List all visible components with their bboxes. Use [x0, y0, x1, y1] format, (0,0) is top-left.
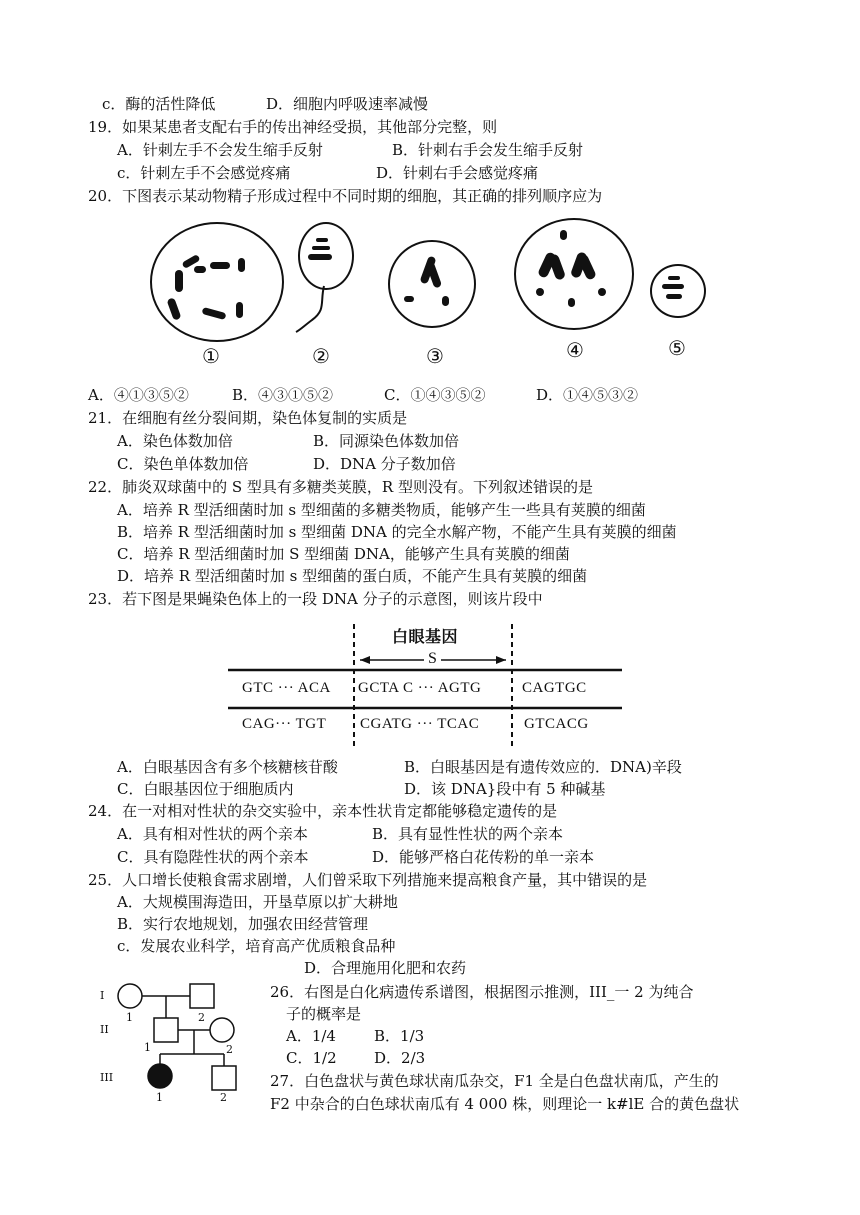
bottom-strand-left: CAG··· TGT	[242, 716, 327, 732]
dna-diagram	[226, 622, 624, 750]
q25-stem: 25．人口增长使粮食需求剧增，人们曾采取下列措施来提高粮食产量，其中错误的是	[88, 871, 648, 889]
ii-2-number: 2	[226, 1043, 233, 1056]
q20-option-d: D．①④⑤③②	[536, 386, 639, 404]
q23-option-c: C．白眼基因位于细胞质内	[117, 780, 294, 798]
q23-option-d: D．该 DNA}段中有 5 种碱基	[404, 780, 606, 798]
bottom-strand-middle: CGATG ··· TCAC	[360, 716, 480, 732]
q19-option-b: B．针刺右手会发生缩手反射	[392, 141, 584, 159]
q21-option-d: D．DNA 分子数加倍	[313, 455, 456, 473]
q20-stem: 20．下图表示某动物精子形成过程中不同时期的细胞，其正确的排列顺序应为	[88, 187, 603, 205]
top-strand-middle: GCTA C ··· AGTG	[358, 680, 482, 696]
cell-2-label: ②	[312, 344, 330, 368]
q21-stem: 21．在细胞有丝分裂间期，染色体复制的实质是	[88, 409, 408, 427]
gen-iii-label: III	[100, 1071, 114, 1084]
q24-option-a: A．具有相对性状的两个亲本	[117, 825, 308, 843]
q21-option-b: B．同源染色体数加倍	[313, 432, 460, 450]
segment-s-label: S	[424, 650, 441, 668]
q22-option-d: D．培养 R 型活细菌时加 s 型细菌的蛋白质，不能产生具有荚膜的细菌	[117, 567, 588, 585]
cell-3-label: ③	[426, 344, 444, 368]
q22-option-a: A．培养 R 型活细菌时加 s 型细菌的多糖类物质，能够产生一些具有荚膜的细菌	[117, 501, 646, 519]
q25-option-d: D．合理施用化肥和农药	[304, 959, 467, 977]
cell-5	[650, 264, 706, 318]
i-2-number: 2	[198, 1011, 205, 1024]
q23-stem: 23．若下图是果蝇染色体上的一段 DNA 分子的示意图，则该片段中	[88, 590, 543, 608]
q18-option-c: c．酶的活性降低	[102, 95, 216, 113]
cell-4-label: ④	[566, 338, 584, 362]
q25-option-c: c．发展农业科学，培育高产优质粮食品种	[117, 937, 396, 955]
q21-option-c: C．染色单体数加倍	[117, 455, 249, 473]
gene-label: 白眼基因	[392, 627, 459, 646]
top-strand-right: CAGTGC	[522, 680, 587, 696]
q26-stem-line2: 子的概率是	[286, 1005, 362, 1023]
q19-option-c: c．针刺左手不会感觉疼痛	[117, 164, 291, 182]
q26-option-d: D．2/3	[374, 1049, 426, 1067]
iii-1-number: 1	[156, 1091, 163, 1104]
bottom-strand-right: GTCACG	[524, 716, 589, 732]
q22-stem: 22．肺炎双球菌中的 S 型具有多糖类荚膜，R 型则没有。下列叙述错误的是	[88, 478, 593, 496]
q26-option-b: B．1/3	[374, 1027, 425, 1045]
q24-option-b: B．具有显性性状的两个亲本	[372, 825, 564, 843]
q19-stem: 19．如果某患者支配右手的传出神经受损，其他部分完整，则	[88, 118, 498, 136]
q23-option-b: B．白眼基因是有遗传效应的．DNA)辛段	[404, 758, 682, 776]
q25-option-a: A．大规模围海造田，开垦草原以扩大耕地	[117, 893, 398, 911]
q22-option-b: B．培养 R 型活细菌时加 s 型细菌 DNA 的完全水解产物，不能产生具有荚膜的细菌	[117, 523, 677, 541]
q27-line1: 27．白色盘状与黄色球状南瓜杂交，F1 全是白色盘状南瓜，产生的	[270, 1072, 719, 1090]
q26-option-a: A．1/4	[286, 1027, 336, 1045]
q20-option-b: B．④③①⑤②	[232, 386, 334, 404]
q22-option-c: C．培养 R 型活细菌时加 S 型细菌 DNA，能够产生具有荚膜的细菌	[117, 545, 570, 563]
gen-ii-label: II	[100, 1023, 109, 1036]
q24-option-d: D．能够严格白花传粉的单一亲本	[372, 848, 595, 866]
top-strand-left: GTC ··· ACA	[242, 680, 331, 696]
iii-2-number: 2	[220, 1091, 227, 1104]
q20-option-c: C．①④③⑤②	[384, 386, 486, 404]
gen-i-label: I	[100, 989, 105, 1002]
cell-2-tail	[290, 284, 340, 334]
q27-line2: F2 中杂合的白色球状南瓜有 4 000 株，则理论一 k#lE 合的黄色盘状	[270, 1095, 740, 1113]
cell-1-label: ①	[202, 344, 220, 368]
q18-option-d: D．细胞内呼吸速率减慢	[266, 95, 429, 113]
q25-option-b: B．实行农地规划，加强农田经营管理	[117, 915, 369, 933]
cell-5-label: ⑤	[668, 336, 686, 360]
ii-1-number: 1	[144, 1041, 151, 1054]
pedigree-chart	[92, 980, 262, 1110]
i-1-number: 1	[126, 1011, 133, 1024]
q21-option-a: A．染色体数加倍	[117, 432, 233, 450]
q20-cell-figure	[140, 218, 740, 370]
q19-option-d: D．针刺右手会感觉疼痛	[376, 164, 539, 182]
cell-1	[150, 222, 284, 342]
q23-option-a: A．白眼基因含有多个核糖核苷酸	[117, 758, 338, 776]
q26-option-c: C．1/2	[286, 1049, 337, 1067]
q24-stem: 24．在一对相对性状的杂交实验中，亲本性状肯定都能够稳定遗传的是	[88, 802, 558, 820]
q26-stem-line1: 26．右图是白化病遗传系谱图，根据图示推测，III_一 2 为纯合	[270, 983, 694, 1001]
q24-option-c: C．具有隐陛性状的两个亲本	[117, 848, 309, 866]
q20-option-a: A．④①③⑤②	[88, 386, 189, 404]
cell-3	[388, 240, 476, 328]
q19-option-a: A．针刺左手不会发生缩手反射	[117, 141, 323, 159]
